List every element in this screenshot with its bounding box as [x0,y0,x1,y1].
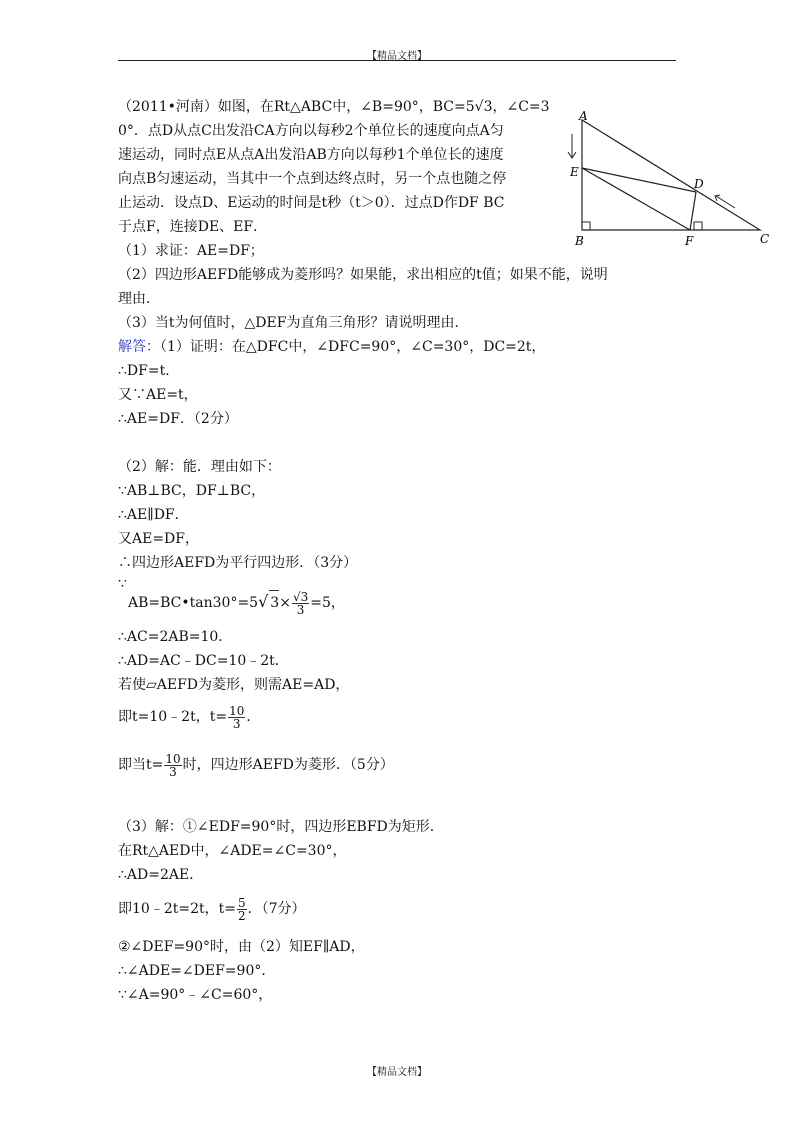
part3-line-2: 在Rt△AED中，∠ADE=∠C=30°， [118,843,347,859]
problem-line-1: （2011•河南）如图，在Rt△ABC中，∠B=90°，BC=5√3，∠C=3 [118,99,550,115]
problem-line-3: 速运动，同时点E从点A出发沿AB方向以每秒1个单位长的速度 [118,147,504,163]
header-divider [118,60,676,61]
page-header: 【精品文档】 [367,51,427,62]
label-C: C [760,232,770,246]
part3-line-3: ∴AD=2AE． [118,867,204,883]
part3-line-1: （3）解：①∠EDF=90°时，四边形EBFD为矩形． [118,819,444,835]
problem-q1: （1）求证：AE=DF； [118,243,264,259]
part3-line-6: ∴∠ADE=∠DEF=90°． [118,963,276,979]
solution-label: 解答： [118,339,160,355]
solution-part1-line-4: ∴AE=DF．（2分） [118,411,238,427]
part2-line-3: ∴AE∥DF． [118,507,189,523]
part3-line-7: ∵∠A=90°﹣∠C=60°， [118,987,273,1003]
problem-line-6: 于点F，连接DE、EF． [118,219,268,235]
problem-line-2: 0°．点D从点C出发沿CA方向以每秒2个单位长的速度向点A匀 [118,123,504,139]
part3-line-4: 即10﹣2t=2t，t= $\frac{5}{2}$ ．（7分） [118,895,306,923]
problem-line-4: 向点B匀速运动，当其中一个点到达终点时，另一个点也随之停 [118,171,507,187]
part2-line-8: ∴AD=AC﹣DC=10﹣2t． [118,653,289,669]
part2-line-6: ∵ [118,576,127,592]
part2-line-9: 若使▱AEFD为菱形，则需AE=AD， [118,677,350,693]
solution-part1-line-3: 又∵AE=t， [118,387,198,403]
problem-q2-cont: 理由． [118,291,160,307]
problem-q3: （3）当t为何值时，△DEF为直角三角形？请说明理由． [118,315,469,331]
triangle-figure [560,108,780,253]
solution-part1-line-1: 解答：（1）证明：在△DFC中，∠DFC=90°，∠C=30°，DC=2t， [118,339,546,355]
page-footer: 【精品文档】 [367,1067,427,1078]
ab-equation: AB=BC•tan30°=5√ 3× $\frac{√3}{3}$ =5， [128,589,345,617]
part2-line-4: 又AE=DF， [118,531,199,547]
problem-line-5: 止运动．设点D、E运动的时间是t秒（t＞0）．过点D作DF BC [118,195,505,211]
label-A: A [579,109,588,123]
part2-line-2: ∵AB⊥BC，DF⊥BC， [118,483,266,499]
label-F: F [685,234,694,248]
part2-line-7: ∴AC=2AB=10． [118,629,233,645]
label-D: D [694,177,704,191]
label-B: B [575,234,584,248]
part2-line-10: 即t=10﹣2t，t= $\frac{10}{3}$ ． [118,703,261,731]
part2-line-5: ∴四边形AEFD为平行四边形．（3分） [118,555,358,571]
part2-line-1: （2）解：能．理由如下： [118,459,281,475]
part2-line-11: 即当t= $\frac{10}{3}$ 时，四边形AEFD为菱形．（5分） [118,751,394,779]
problem-q2: （2）四边形AEFD能够成为菱形吗？如果能，求出相应的t值；如果不能，说明 [118,267,608,283]
label-E: E [570,165,579,179]
solution-part1-line-2: ∴DF=t． [118,363,180,379]
part3-line-5: ②∠DEF=90°时，由（2）知EF∥AD， [118,939,365,955]
